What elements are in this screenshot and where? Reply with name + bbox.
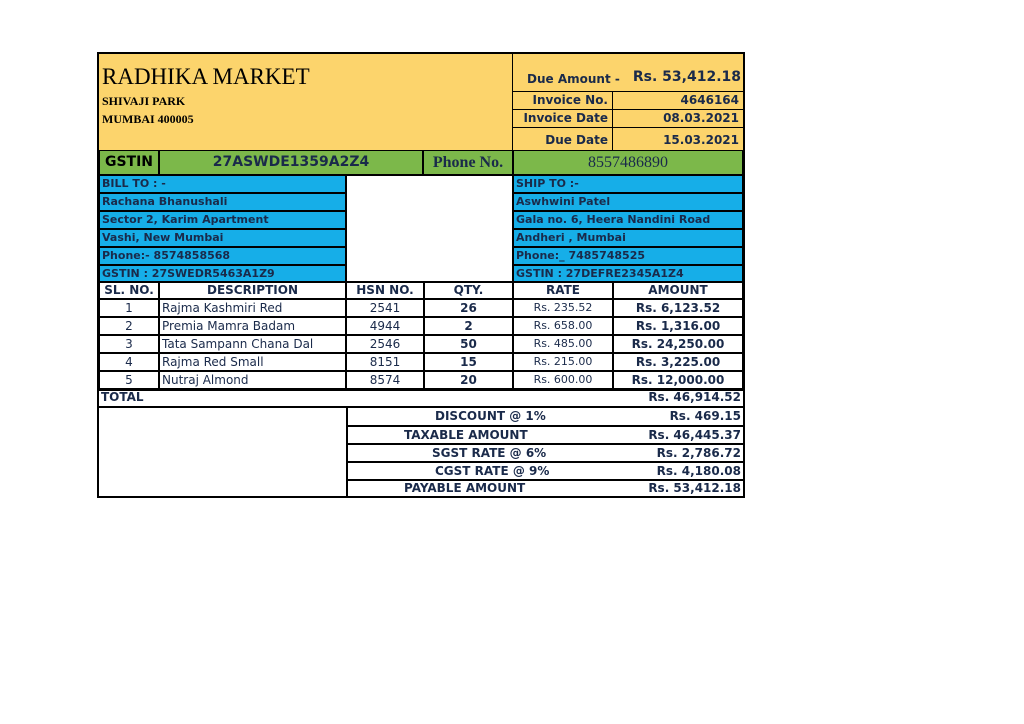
gstin-label-cell	[99, 150, 159, 175]
taxable-amount-value: Rs. 46,445.37	[648, 428, 741, 442]
item-hsn: 2541	[346, 299, 424, 317]
phone-value: 8557486890	[588, 154, 668, 171]
item-rate: Rs. 658.00	[513, 317, 613, 335]
item-sl: 3	[99, 335, 159, 353]
phone-label: Phone No.	[432, 154, 504, 171]
item-amount: Rs. 12,000.00	[613, 371, 743, 389]
col-hsn: HSN NO.	[346, 282, 424, 299]
item-sl: 1	[99, 299, 159, 317]
bill-to-address-line2: Vashi, New Mumbai	[99, 229, 346, 247]
item-rate: Rs. 485.00	[513, 335, 613, 353]
due-amount-value: Rs. 53,412.18	[632, 69, 741, 85]
col-sl: SL. NO.	[99, 282, 159, 299]
phone-label-cell	[423, 150, 513, 175]
store-address-line1: SHIVAJI PARK	[102, 94, 186, 108]
item-rate: Rs. 215.00	[513, 353, 613, 371]
bill-to-heading: BILL TO : -	[99, 175, 346, 193]
invoice-no-value: 4646164	[680, 93, 739, 107]
due-date-value: 15.03.2021	[663, 133, 739, 147]
item-qty: 26	[424, 299, 513, 317]
item-qty: 2	[424, 317, 513, 335]
discount-value: Rs. 469.15	[669, 409, 741, 423]
phone-value-cell	[513, 150, 743, 175]
item-amount: Rs. 3,225.00	[613, 353, 743, 371]
cgst-label: CGST RATE @ 9%	[435, 464, 550, 478]
payable-amount-value: Rs. 53,412.18	[648, 481, 741, 495]
item-description: Premia Mamra Badam	[159, 317, 346, 335]
item-sl: 2	[99, 317, 159, 335]
item-amount: Rs. 24,250.00	[613, 335, 743, 353]
payable-amount-label: PAYABLE AMOUNT	[404, 481, 526, 495]
item-description: Tata Sampann Chana Dal	[159, 335, 346, 353]
item-description: Rajma Kashmiri Red	[159, 299, 346, 317]
total-label: TOTAL	[101, 390, 144, 404]
item-hsn: 4944	[346, 317, 424, 335]
item-rate: Rs. 600.00	[513, 371, 613, 389]
item-hsn: 8151	[346, 353, 424, 371]
ship-to-gstin: GSTIN : 27DEFRE2345A1Z4	[513, 265, 743, 282]
col-qty: QTY.	[424, 282, 513, 299]
col-amount: AMOUNT	[613, 282, 743, 299]
col-description: DESCRIPTION	[159, 282, 346, 299]
item-sl: 4	[99, 353, 159, 371]
item-qty: 15	[424, 353, 513, 371]
total-value: Rs. 46,914.52	[648, 390, 741, 404]
item-description: Rajma Red Small	[159, 353, 346, 371]
item-amount: Rs. 6,123.52	[613, 299, 743, 317]
invoice-date-label: Invoice Date	[523, 111, 608, 125]
ship-to-heading: SHIP TO :-	[513, 175, 743, 193]
cgst-value: Rs. 4,180.08	[656, 464, 741, 478]
taxable-amount-label: TAXABLE AMOUNT	[404, 428, 528, 442]
due-date-label: Due Date	[545, 133, 608, 147]
item-rate: Rs. 235.52	[513, 299, 613, 317]
gstin-value: 27ASWDE1359A2Z4	[212, 154, 370, 170]
invoice-no-label: Invoice No.	[532, 93, 608, 107]
sgst-label: SGST RATE @ 6%	[432, 446, 547, 460]
discount-label: DISCOUNT @ 1%	[435, 409, 546, 423]
col-rate: RATE	[513, 282, 613, 299]
item-hsn: 2546	[346, 335, 424, 353]
item-qty: 50	[424, 335, 513, 353]
address-spacer	[346, 175, 513, 282]
store-header	[99, 54, 513, 150]
store-address-line2: MUMBAI 400005	[102, 112, 194, 126]
ship-to-name: Aswhwini Patel	[513, 193, 743, 211]
gstin-label: GSTIN	[104, 154, 154, 170]
item-hsn: 8574	[346, 371, 424, 389]
ship-to-phone: Phone:_ 7485748525	[513, 247, 743, 265]
ship-to-address-line2: Andheri , Mumbai	[513, 229, 743, 247]
item-amount: Rs. 1,316.00	[613, 317, 743, 335]
invoice-date-value: 08.03.2021	[663, 111, 739, 125]
gstin-value-cell	[159, 150, 423, 175]
item-description: Nutraj Almond	[159, 371, 346, 389]
ship-to-address-line1: Gala no. 6, Heera Nandini Road	[513, 211, 743, 229]
invoice	[97, 52, 745, 498]
bill-to-name: Rachana Bhanushali	[99, 193, 346, 211]
item-qty: 20	[424, 371, 513, 389]
bill-to-gstin: GSTIN : 27SWEDR5463A1Z9	[99, 265, 346, 282]
due-amount-label: Due Amount -	[527, 72, 620, 86]
sgst-value: Rs. 2,786.72	[656, 446, 741, 460]
bill-to-address-line1: Sector 2, Karim Apartment	[99, 211, 346, 229]
store-name: RADHIKA MARKET	[102, 64, 310, 89]
item-sl: 5	[99, 371, 159, 389]
bill-to-phone: Phone:- 8574858568	[99, 247, 346, 265]
